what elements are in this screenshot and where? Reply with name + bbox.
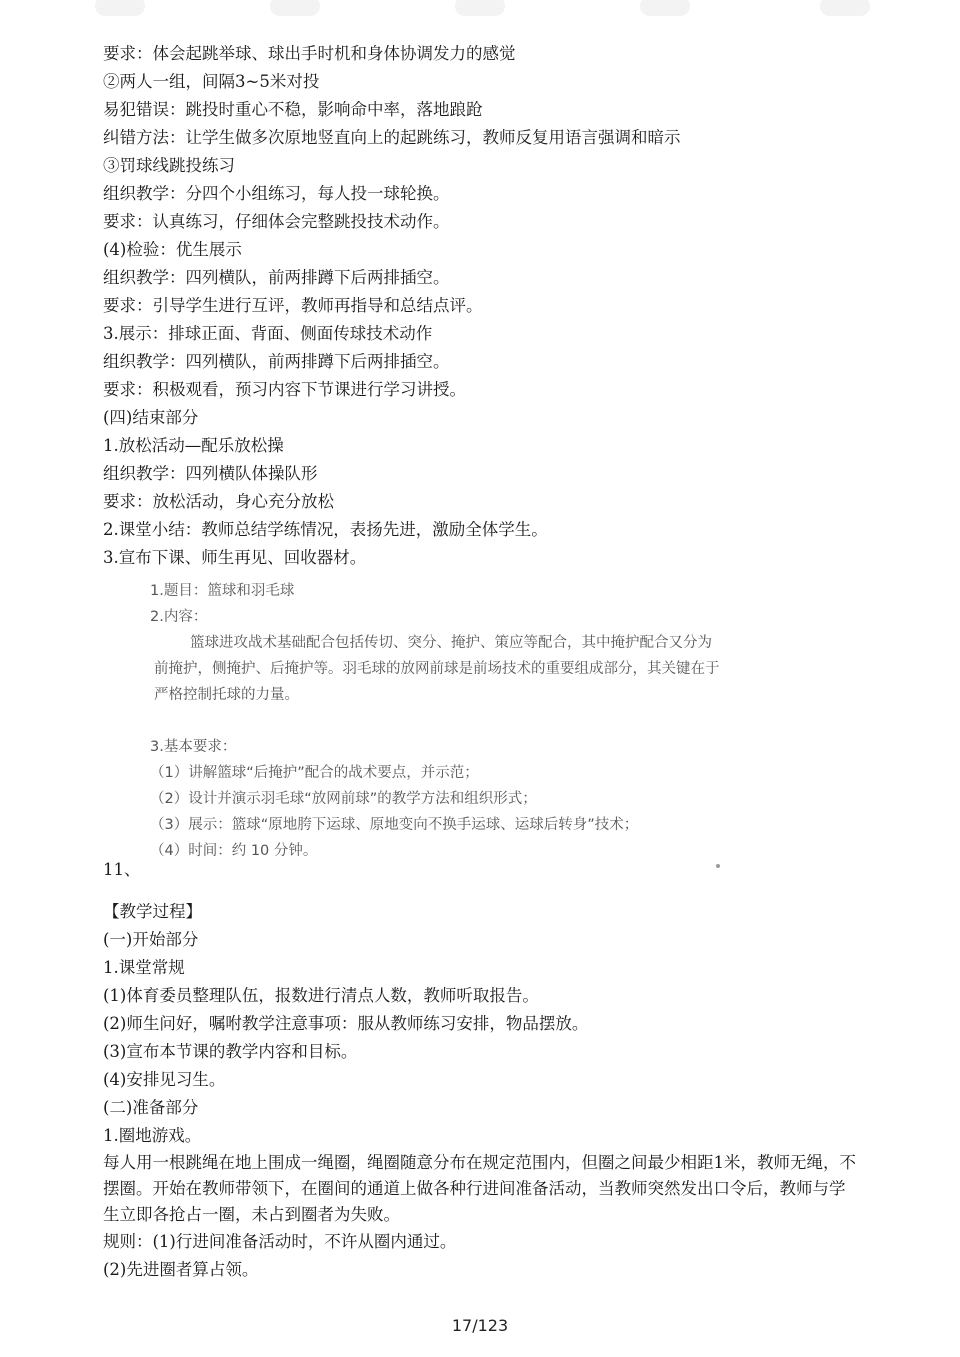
text-line: (2)师生问好，嘱咐教学注意事项：服从教师练习安排，物品摆放。	[103, 1014, 589, 1033]
watermark-mark	[270, 0, 320, 16]
text-line: 1.圈地游戏。	[103, 1126, 202, 1145]
text-line: ②两人一组，间隔3~5米对投	[103, 72, 320, 91]
text-line: 要求：体会起跳举球、球出手时机和身体协调发力的感觉	[103, 44, 516, 63]
watermark-mark	[820, 0, 870, 16]
text-line: 2.课堂小结：教师总结学练情况，表扬先进，激励全体学生。	[103, 520, 548, 539]
text-line: 要求：放松活动，身心充分放松	[103, 492, 334, 511]
lesson-text-bottom	[103, 898, 863, 1284]
text-line: 组织教学：分四个小组练习，每人投一球轮换。	[103, 184, 450, 203]
watermark-mark	[640, 0, 690, 16]
requirement-item: （3）展示：篮球“原地胯下运球、原地变向不换手运球、运球后转身”技术；	[150, 817, 639, 833]
text-line: 3.宣布下课、师生再见、回收器材。	[103, 548, 367, 567]
text-line: (3)宣布本节课的教学内容和目标。	[103, 1042, 358, 1061]
requirement-item: （4）时间：约 10 分钟。	[150, 843, 318, 859]
text-line: (1)体育委员整理队伍，报数进行清点人数，教师听取报告。	[103, 986, 539, 1005]
requirement-item: （2）设计并演示羽毛球“放网前球”的教学方法和组织形式；	[150, 791, 537, 807]
text-line: 要求：认真练习，仔细体会完整跳投技术动作。	[103, 212, 450, 231]
text-line: 3.展示：排球正面、背面、侧面传球技术动作	[103, 324, 433, 343]
watermark-mark	[455, 0, 505, 16]
text-line: (4)安排见习生。	[103, 1070, 226, 1089]
question-box	[150, 578, 720, 864]
text-line: 规则：(1)行进间准备活动时，不许从圈内通过。	[103, 1232, 457, 1251]
text-line: 组织教学：四列横队体操队形	[103, 464, 318, 483]
lesson-text-top	[103, 40, 863, 572]
watermark-mark	[95, 0, 145, 16]
text-line: 【教学过程】	[103, 902, 202, 921]
text-line: (二)准备部分	[103, 1098, 199, 1117]
text-line: 1.课堂常规	[103, 958, 185, 977]
item-number: 11、	[103, 860, 141, 879]
game-description-paragraph: 每人用一根跳绳在地上围成一绳圈，绳圈随意分布在规定范围内，但圈之间最少相距1米，教师无绳，不摆圈。开始在教师带领下，在圈间的通道上做各种行进间准备活动，当教师突然发出口令后，教师与学生立即各抢占一圈，未占到圈者为失败。	[103, 1153, 856, 1224]
text-line: 要求：积极观看，预习内容下节课进行学习讲授。	[103, 380, 466, 399]
spacer	[150, 708, 720, 734]
text-line: 易犯错误：跳投时重心不稳，影响命中率，落地踉跄	[103, 100, 483, 119]
text-line: (四)结束部分	[103, 408, 199, 427]
requirement-item: （1）讲解篮球“后掩护”配合的战术要点，并示范；	[150, 765, 479, 781]
text-line: 要求：引导学生进行互评，教师再指导和总结点评。	[103, 296, 483, 315]
text-line: 组织教学：四列横队，前两排蹲下后两排插空。	[103, 352, 450, 371]
text-line: ③罚球线跳投练习	[103, 156, 235, 175]
text-line: 组织教学：四列横队，前两排蹲下后两排插空。	[103, 268, 450, 287]
question-title: 1.题目：篮球和羽毛球	[150, 583, 295, 599]
text-line: (4)检验：优生展示	[103, 240, 242, 259]
question-content-text: 篮球进攻战术基础配合包括传切、突分、掩护、策应等配合，其中掩护配合又分为前掩护，侧掩护、后掩护等。羽毛球的放网前球是前场技术的重要组成部分，其关键在于严格控制托球的力量。	[154, 635, 720, 703]
text-line: (2)先进圈者算占领。	[103, 1260, 259, 1279]
text-line: 1.放松活动—配乐放松操	[103, 436, 284, 455]
scan-dot	[716, 864, 720, 868]
text-line: 纠错方法：让学生做多次原地竖直向上的起跳练习，教师反复用语言强调和暗示	[103, 128, 681, 147]
question-content-label: 2.内容：	[150, 609, 208, 625]
text-line: (一)开始部分	[103, 930, 199, 949]
page-number: 17/123	[451, 1316, 509, 1335]
question-requirements-label: 3.基本要求：	[150, 739, 237, 755]
